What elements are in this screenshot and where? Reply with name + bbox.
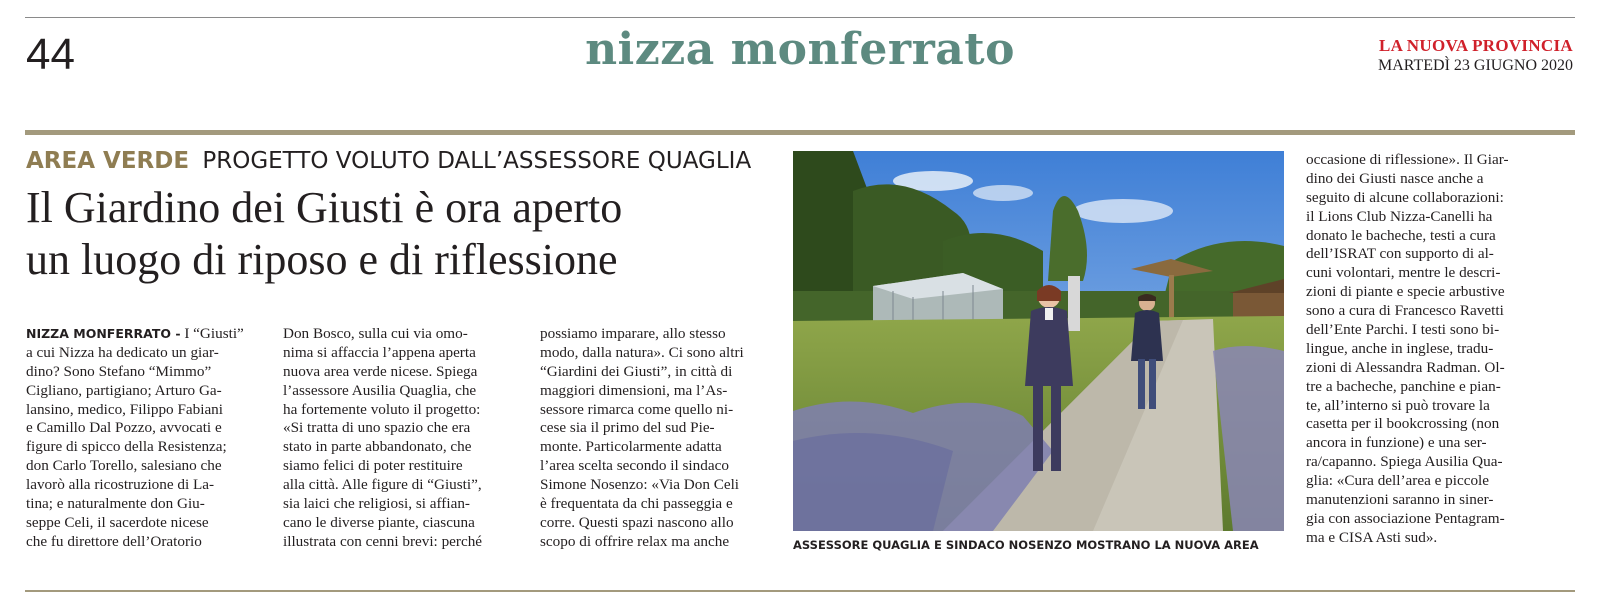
article-column-2 <box>283 325 523 552</box>
text-line: possiamo imparare, allo stesso <box>540 325 726 342</box>
top-rule <box>25 17 1575 18</box>
text-line: seppe Celi, il sacerdote nicese <box>26 513 209 531</box>
article-photo <box>793 151 1284 531</box>
text-line: maggiori dimensioni, ma l’As- <box>540 381 728 399</box>
garden-photo-illustration <box>793 151 1284 531</box>
text-line: glia: «Cura dell’area e piccole <box>1306 472 1489 490</box>
publication-date: MARTEDÌ 23 GIUGNO 2020 <box>1377 57 1573 74</box>
text-line: corre. Questi spazi nascono allo <box>540 513 734 531</box>
text-line: cano le diverse piante, ciascuna <box>283 513 475 531</box>
text-line: NIZZA MONFERRATO - I “Giusti” <box>26 325 244 342</box>
text-line: cuni volontari, mentre le descri- <box>1306 264 1501 282</box>
headline-line: Il Giardino dei Giusti è ora aperto <box>26 183 623 232</box>
text-line: alla città. Alle figure di “Giusti”, <box>283 476 482 494</box>
text-line: dell’Ente Parchi. I testi sono bi- <box>1306 321 1500 339</box>
text-line: don Carlo Torello, salesiano che <box>26 457 222 475</box>
text-line: ra/capanno. Spiega Ausilia Qua- <box>1306 453 1503 471</box>
text-line: ha fortemente voluto il progetto: <box>283 400 481 418</box>
text-line: sono a cura di Francesco Ravetti <box>1306 302 1504 320</box>
text-line: te, all’interno si può trovare la <box>1306 396 1490 414</box>
text-line: il Lions Club Nizza-Canelli ha <box>1306 207 1493 225</box>
text-line: occasione di riflessione». Il Giar- <box>1306 151 1509 168</box>
text-line: dell’ISRAT con supporto di al- <box>1306 245 1494 263</box>
text-line: figure di spicco della Resistenza; <box>26 438 227 456</box>
text-line: a cui Nizza ha dedicato un giar- <box>26 343 219 361</box>
text-line: Cigliano, partigiano; Arturo Ga- <box>26 381 222 399</box>
article-headline <box>26 182 786 286</box>
text-line: Simone Nosenzo: «Via Don Celi <box>540 476 740 494</box>
text-line: è frequentata da chi passeggia e <box>540 495 733 513</box>
text-line: monte. Particolarmente adatta <box>540 438 722 456</box>
text-line: modo, dalla natura». Ci sono altri <box>540 343 744 361</box>
text-line: lansino, medico, Filippo Fabiani <box>26 400 223 418</box>
text-line: manutenzioni saranno in siner- <box>1306 491 1494 509</box>
text-line: zioni di piante e specie arbustive <box>1306 283 1505 301</box>
text-line: “Giardini dei Giusti”, in città di <box>540 362 733 380</box>
article-kicker <box>26 148 751 174</box>
bottom-rule <box>25 590 1575 592</box>
text-line: e Camillo Dal Pozzo, avvocati e <box>26 419 222 437</box>
section-rule <box>25 130 1575 135</box>
dateline: NIZZA MONFERRATO - <box>26 326 181 341</box>
text-line: stato in parte abbandonato, che <box>283 438 472 456</box>
text-line: l’area scelta secondo il sindaco <box>540 457 729 475</box>
publication-name: LA NUOVA PROVINCIA <box>1378 36 1573 55</box>
text-line: Don Bosco, sulla cui via omo- <box>283 325 468 342</box>
text-line: tre a bacheche, panchine e pian- <box>1306 377 1501 395</box>
headline-line: un luogo di riposo e di riflessione <box>26 235 618 284</box>
article-column-1 <box>26 325 266 552</box>
text-line: ma e CISA Asti sud». <box>1306 528 1438 546</box>
text-line: donato le bacheche, testi a cura <box>1306 226 1496 244</box>
text-line: ancora in funzione) e una ser- <box>1306 434 1487 452</box>
text-line: tina; e naturalmente don Giu- <box>26 495 205 513</box>
text-line: cese sia il primo del sud Pie- <box>540 419 715 437</box>
text-line: dino dei Giusti nasce anche a <box>1306 169 1484 187</box>
text-line: gia con associazione Pentagram- <box>1306 509 1505 527</box>
page-number: 44 <box>26 30 75 79</box>
text-line: nuova area verde nicese. Spiega <box>283 362 478 380</box>
text-line: che fu direttore dell’Oratorio <box>26 532 202 550</box>
text-line: illustrata con cenni brevi: perché <box>283 532 483 550</box>
text-line: sia laici che religiosi, si affian- <box>283 495 470 513</box>
masthead <box>1378 36 1573 75</box>
kicker-text: PROGETTO VOLUTO DALL’ASSESSORE QUAGLIA <box>202 148 752 174</box>
article-column-3 <box>540 325 780 552</box>
text-line: «Si tratta di uno spazio che era <box>283 419 471 437</box>
text-line: siamo felici di poter restituire <box>283 457 463 475</box>
text-line: seguito di alcune collaborazioni: <box>1306 188 1504 206</box>
text-line: dino? Sono Stefano “Mimmo” <box>26 362 212 380</box>
text-line: lingue, anche in inglese, tradu- <box>1306 339 1494 357</box>
photo-caption: ASSESSORE QUAGLIA E SINDACO NOSENZO MOSTRANO LA NUOVA AREA <box>793 538 1259 552</box>
text-line: nima si affaccia l’appena aperta <box>283 343 476 361</box>
article-column-4 <box>1306 151 1542 548</box>
text-line: sessore rimarca come quello ni- <box>540 400 734 418</box>
text-line: casetta per il bookcrossing (non <box>1306 415 1500 433</box>
text-line: scopo di offrire relax ma anche <box>540 532 730 550</box>
kicker-tag: AREA VERDE <box>26 148 190 174</box>
text-line: l’assessore Ausilia Quaglia, che <box>283 381 477 399</box>
text-line: lavorò alla ricostruzione di La- <box>26 476 215 494</box>
text-line: zioni di Alessandra Radman. Ol- <box>1306 358 1505 376</box>
section-title: nizza monferrato <box>585 24 1015 75</box>
